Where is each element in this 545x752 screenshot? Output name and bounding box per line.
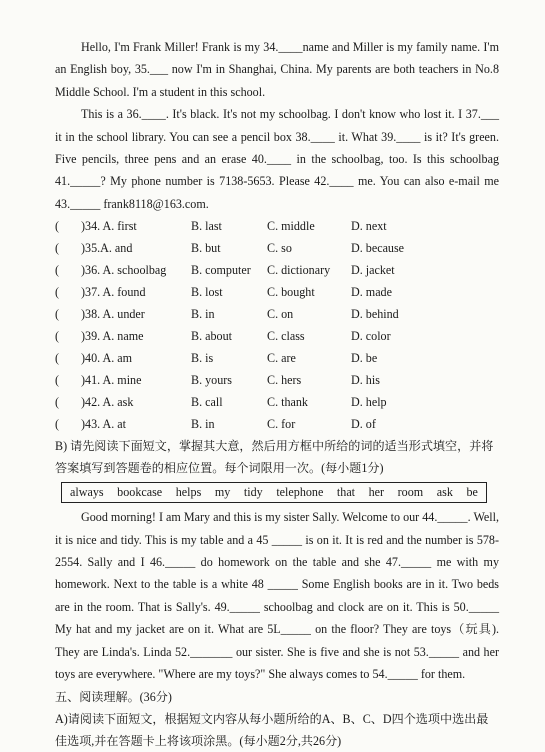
word-bank-box [61,482,487,503]
word-bank-item: always [70,485,104,500]
word-bank-item: her [368,485,385,500]
passage-paragraph-2: This is a 36.____. It's black. It's not my schoolbag. I don't know who lost it. I 37.___ it in the school library. You can see a pencil box 38.____ it. What 39.____ is it? It's green. Five pencils, three pens and an erase 40.____ in the schoolbag, too. Is this schoolbag 41._____? My phone number is 7138-5653. Please 42.____ me. You can also e-mail me 43._____ frank8118@163.com. [55,107,499,211]
question-row: ( )41. A. mine B. yours C. hers D. his [55,373,380,388]
section-b-passage: Good morning! I am Mary and this is my sister Sally. Welcome to our 44._____. Well, it is nice and tidy. This is my table and a 45 _____ is on it. It is red and the number is 578-2554. Sally and I 46._____ do homework on the table and she 47._____ me with my homework. Next to the table is a white 48 _____ Some English books are in it. Two beds are in the room. That is Sally's. 49._____ schoolbag and clock are on it. This is 50._____ My hat and my jacket are on it. What are 5L_____ on the floor? They are toys（玩具). They are Linda's. Linda 52._______ our sister. She is five and she is not 53._____ and her toys are everywhere. "Where are my toys?" She always comes to 54._____ for them. [55,510,499,682]
question-row: ( )37. A. found B. lost C. bought D. made [55,285,392,300]
word-bank-item: room [397,485,424,500]
section-five-title: 五、阅读理解。(36分) [55,689,172,704]
question-row: ( )34. A. first B. last C. middle D. next [55,219,387,234]
word-bank-item: bookcase [117,485,163,500]
question-row: ( )40. A. am B. is C. are D. be [55,351,378,366]
word-bank-item: be [466,485,478,500]
section-five-instruction: A)请阅读下面短文，根据短文内容从每小题所给的A、B、C、D四个选项中选出最佳选项,并在答题卡上将该项涂黑。(每小题2分,共26分) [55,711,489,748]
question-row: ( )35.A. and B. but C. so D. because [55,241,405,256]
question-row: ( )43. A. at B. in C. for D. of [55,417,376,432]
passage-paragraph-1: Hello, I'm Frank Miller! Frank is my 34.____name and Miller is my family name. I'm an English boy, 35.___ now I'm in Shanghai, China. My parents are both teachers in No.8 Middle School. I'm a student in this school. [55,40,499,99]
word-bank-item: ask [436,485,453,500]
word-bank-item: my [214,485,231,500]
word-bank-item: that [336,485,356,500]
section-b-instruction: B) 请先阅读下面短文，掌握其大意，然后用方框中所给的词的适当形式填空，并将答案填写到答题卷的相应位置。每个词限用一次。(每小题1分) [55,439,494,476]
multiple-choice-options [55,215,499,435]
word-bank-item: tidy [243,485,263,500]
question-row: ( )39. A. name B. about C. class D. color [55,329,391,344]
question-row: ( )38. A. under B. in C. on D. behind [55,307,399,322]
word-bank-item: telephone [276,485,324,500]
question-row: ( )42. A. ask B. call C. thank D. help [55,395,387,410]
word-bank-item: helps [175,485,202,500]
question-row: ( )36. A. schoolbag B. computer C. dictionary D. jacket [55,263,395,278]
